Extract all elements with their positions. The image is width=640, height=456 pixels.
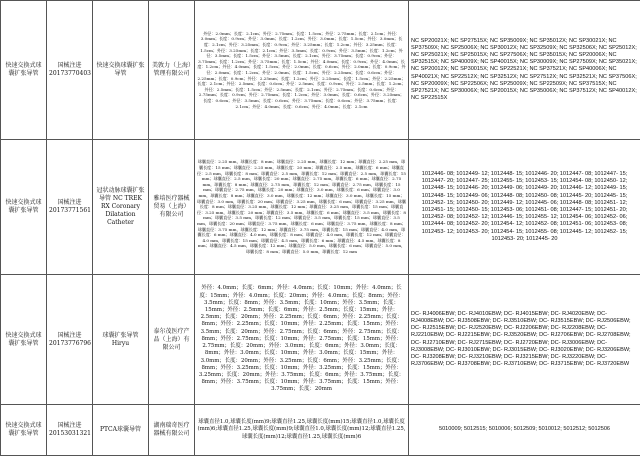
model-numbers-cell: 1012446- 08; 1012449- 12; 1012448- 15; 1012446- 20; 1012447- 08; 1012447- 15; 1012447- 20; 1012447- 25; 1012455- 15; 1012453- 15; 1012454- 08; 1012450- 12; 1012448- 15; 1012446- 20; 1012449- 06; 1012449- 20; 1012446- 12; 1012449- 15; 1012448- 15; 1012449- 06; 1012448- 08; 1012450- 08; 1012445- 20; 1012445- 15; 1012452- 15; 1012450- 20; 1012449- 12; 1012445- 06; 1012448- 08; 1012451- 12; 1012451- 15; 1012450- 15; 1012453- 06; 1012451- 08; 1012447- 15; 1012451- 20; 1012452- 08; 1012452- 12; 1012446- 15; 1012455- 12; 1012454- 06; 1012452- 06; 1012444- 08; 1012452- 20; 1012454- 12; 1012452- 08; 1012451- 06; 1012453- 08; 1012453- 12; 1012453- 20; 1012454- 15; 1012455- 08; 1012445- 12; 1012452- 15; 1012453- 20; 1012445- 20 <box>409 140 640 275</box>
manufacturer-cell: 美敦力（上海）管理有限公司 <box>149 1 195 140</box>
model-numbers-cell: 5010009; 5012515; 5010006; 5012509; 5010012; 5012512; 5012506 <box>409 405 640 456</box>
manufacturer-cell: 雅培医疗器械贸易（上海）有限公司 <box>149 140 195 275</box>
device-type-cell: 快速交换式球囊扩张导管 <box>1 275 47 405</box>
specifications-cell: 球囊直径1.0,球囊长度(mm)9;球囊直径1.25,球囊长度(mm)15;球囊直径1.0,球囊长度(mm)6;球囊直径1.25,球囊长度(mm)9;球囊直径1.0,球囊长度(mm)12;球囊直径1.25,球囊长度(mm)12;球囊直径1.25,球囊长度(mm)6 <box>195 405 409 456</box>
model-numbers-cell: DC- RJ4006EBW; DC- RJ4010EBW; DC- RJ4015EBW; DC- RJ4020EBW; DC- RJ4008EBW; DC- RJ3508EBW; DC- RJ3510EBW; DC- RJ3515EBW; DC- RJ2506EBW; DC- RJ2515EBW; DC- RJ2520EBW; DC- RJ2206EBW; DC- RJ2208EBW; DC- RJ2210EBW; DC- RJ2215EBW; DC- RJ3520EBW; DC- RJ2706EBW; DC- RJ2708EBW; DC- RJ2710EBW; DC- RJ2715EBW; DC- RJ2720EBW; DC- RJ3006EBW; DC- RJ3008EBW; DC- RJ3010EBW; DC- RJ3015EBW; DC- RJ3020EBW; DC- RJ3206EBW; DC- RJ3208EBW; DC- RJ3210EBW; DC- RJ3215EBW; DC- RJ3220EBW; DC- RJ3706EBW; DC- RJ3708EBW; DC- RJ3710EBW; DC- RJ3715EBW; DC- RJ3720EBW <box>409 275 640 405</box>
registration-number-cell: 国械注进20173771561 <box>47 140 93 275</box>
product-name-cell: 球囊扩张导管 Hiryu <box>93 275 149 405</box>
device-type-cell: 快速交换式球囊扩张导管 <box>1 140 47 275</box>
device-type-cell: 快速交换式球囊扩张导管 <box>1 1 47 140</box>
model-numbers-cell: NC SP20021X; NC SP27515X; NC SP35009X; NC SP35012X; NC SP30021X; NC SP37509X; NC SP25006X; NC SP30012X; NC SP32509X; NC SP32506X; NC SP25012X; NC SP25021X; NC SP25015X; NC SP27506X; NC SP35015X; NC SP20006X; NC SP32515X; NC SP40009X; NC SP40015X; NC SP30009X; NC SP27509X; NC SP35021X; NC SP20012X; NC SP30015X; NC SP22521X; NC SP37521X; NC SP40006X; NC SP40021X; NC SP22512X; NC SP32512X; NC SP27512X; NC SP32521X; NC SP37506X; NC SP20009X; NC SP22506X; NC SP25009X; NC SP22509X; NC SP37515X; NC SP27521X; NC SP30006X; NC SP20015X; NC SP35006X; NC SP37512X; NC SP40012X; NC SP22515X <box>409 1 640 140</box>
manufacturer-cell: 泰尔茂医疗产品（上海）有限公司 <box>149 275 195 405</box>
table-row <box>1 405 640 456</box>
manufacturer-cell: 湖南瑞奇医疗器械有限公司 <box>149 405 195 456</box>
product-name-cell: PTCA球囊导管 <box>93 405 149 456</box>
product-name-cell: 快速交换球囊扩张导管 <box>93 1 149 140</box>
product-name-cell: 冠状动脉球囊扩张导管 NC TREK RX Coronary Dilatation Catheter <box>93 140 149 275</box>
registration-number-cell: 国械注进20173770403 <box>47 1 93 140</box>
specifications-cell: 外径：4.0mm；长度：6mm；外径：4.0mm；长度：10mm；外径：4.0mm；长度：15mm；外径：4.0mm；长度：20mm；外径：4.0mm；长度：8mm；外径：3.5mm；长度：8mm；外径：3.5mm；长度：10mm；外径：3.5mm；长度：15mm；外径：2.5mm；长度：6mm；外径：2.5mm；长度：15mm；外径：2.5mm；长度：20mm；外径：2.25mm；长度：6mm；外径：2.25mm；长度：8mm；外径：2.25mm；长度：10mm；外径：2.25mm；长度：15mm；外径：3.5mm；长度：20mm；外径：2.75mm；长度：6mm；外径：2.75mm；长度：8mm；外径：2.75mm；长度：10mm；外径：2.75mm；长度：15mm；外径：2.75mm；长度：20mm；外径：3.0mm；长度：6mm；外径：3.0mm；长度：8mm；外径：3.0mm；长度：10mm；外径：3.0mm；长度：15mm；外径：3.0mm；长度：20mm；外径：3.25mm；长度：6mm；外径：3.25mm；长度：8mm；外径：3.25mm；长度：10mm；外径：3.25mm；长度：15mm；外径：3.25mm；长度：20mm；外径：3.75mm；长度：6mm；外径：3.75mm；长度：8mm；外径：3.75mm；长度：10mm；外径：3.75mm；长度：15mm；外径：3.75mm；长度：20mm <box>195 275 409 405</box>
specifications-cell: 球囊直径：2.25 mm，球囊长度：8 mm；球囊直径：2.25 mm，球囊长度：12 mm；球囊直径：2.25 mm，球囊长度：15 mm；球囊直径：2.25 mm，球囊长度：20 mm；球囊直径：2.5 mm，球囊长度：6 mm；球囊直径：2.5 mm，球囊长度：8 mm；球囊直径：2.5 mm，球囊长度：12 mm；球囊直径：2.5 mm，球囊长度：15 mm；球囊直径：2.5 mm，球囊长度：20 mm；球囊直径：2.75 mm，球囊长度：6 mm；球囊直径：2.75 mm，球囊长度：8 mm；球囊直径：2.75 mm，球囊长度：12 mm；球囊直径：2.75 mm，球囊长度：15 mm；球囊直径：2.75 mm，球囊长度：20 mm；球囊直径：3.0 mm，球囊长度：6 mm；球囊直径：3.0 mm，球囊长度：8 mm；球囊直径：3.0 mm，球囊长度：12 mm；球囊直径：3.0 mm，球囊长度：15 mm；球囊直径：3.0 mm，球囊长度：20 mm；球囊直径：3.25 mm，球囊长度：6 mm；球囊直径：3.25 mm，球囊长度：8 mm；球囊直径：3.25 mm，球囊长度：12 mm；球囊直径：3.25 mm，球囊长度：15 mm；球囊直径：3.25 mm，球囊长度：20 mm；球囊直径：3.5 mm，球囊长度：6 mm；球囊直径：3.5 mm，球囊长度：8 mm；球囊直径：3.5 mm，球囊长度：12 mm；球囊直径：3.5 mm，球囊长度：15 mm；球囊直径：3.5 mm，球囊长度：20 mm；球囊直径：3.75 mm，球囊长度：6 mm；球囊直径：3.75 mm，球囊长度：8 mm；球囊直径：3.75 mm，球囊长度：12 mm；球囊直径：3.75 mm，球囊长度：15 mm；球囊直径：4.0 mm，球囊长度：6 mm；球囊直径：4.0 mm，球囊长度：8 mm；球囊直径：4.0 mm，球囊长度：12 mm；球囊直径：4.0 mm，球囊长度：15 mm；球囊直径：4.5 mm，球囊长度：6 mm；球囊直径：4.5 mm，球囊长度：8 mm；球囊直径：4.5 mm，球囊长度：12 mm；球囊直径：5.0 mm，球囊长度：6 mm；球囊直径：5.0 mm，球囊长度：8 mm；球囊直径：5.0 mm，球囊长度：12 mm <box>195 140 409 275</box>
registration-number-cell: 国械注进20153031321 <box>47 405 93 456</box>
table-row <box>1 1 640 140</box>
device-type-cell: 快速交换式球囊扩张导管 <box>1 405 47 456</box>
table-row <box>1 140 640 275</box>
specifications-cell: 外径：2.0mm；长度：2.1cm；外径：2.75mm；长度：1.5cm；外径：2.75mm；长度：2.1cm；外径：3.0mm；长度：0.9cm；外径：3.0mm；长度：1.2cm；外径：3.0mm；长度：1.5cm；外径：3.0mm；长度：2.1cm；外径：3.25mm；长度：0.9cm；外径：3.25mm；长度：1.2cm；外径：3.25mm；长度：1.5cm；外径：3.25mm；长度：2.1cm；外径：3.5mm；长度：0.9cm；外径：3.5mm；长度：1.2cm；外径：3.5mm；长度：1.5cm；外径：3.5mm；长度：2.1cm；外径：3.75mm；长度：0.9cm；外径：3.75mm；长度：1.2cm；外径：3.75mm；长度：1.5cm；外径：4.0mm；长度：0.9cm；外径：4.0mm；长度：1.2cm；外径：4.0mm；长度：1.5cm；外径：2.0mm；长度：0.6cm；外径：2.0mm；长度：0.9cm；外径：2.0mm；长度：1.2cm；外径：2.0mm；长度：1.5cm；外径：2.25mm；长度：0.6cm；外径：2.25mm；长度：0.9cm；外径：2.25mm；长度：1.2cm；外径：2.25mm；长度：1.5cm；外径：2.25mm；长度：2.1cm；外径：2.5mm；长度：0.6cm；外径：2.5mm；长度：0.9cm；外径：2.5mm；长度：1.2cm；外径：2.5mm；长度：1.5cm；外径：2.5mm；长度：2.1cm；外径：2.75mm；长度：0.6cm；外径：2.75mm；长度：0.9cm；外径：2.75mm；长度：1.2cm；外径：3.0mm；长度：0.6cm；外径：3.25mm；长度：0.6cm；外径：3.5mm；长度：0.6cm；外径：3.75mm；长度：0.6cm；外径：3.75mm；长度：2.1cm；外径：4.0mm；长度：0.6cm；外径：4.0mm；长度：2.1cm <box>195 1 409 140</box>
table-row <box>1 275 640 405</box>
registration-number-cell: 国械注进20173776796 <box>47 275 93 405</box>
